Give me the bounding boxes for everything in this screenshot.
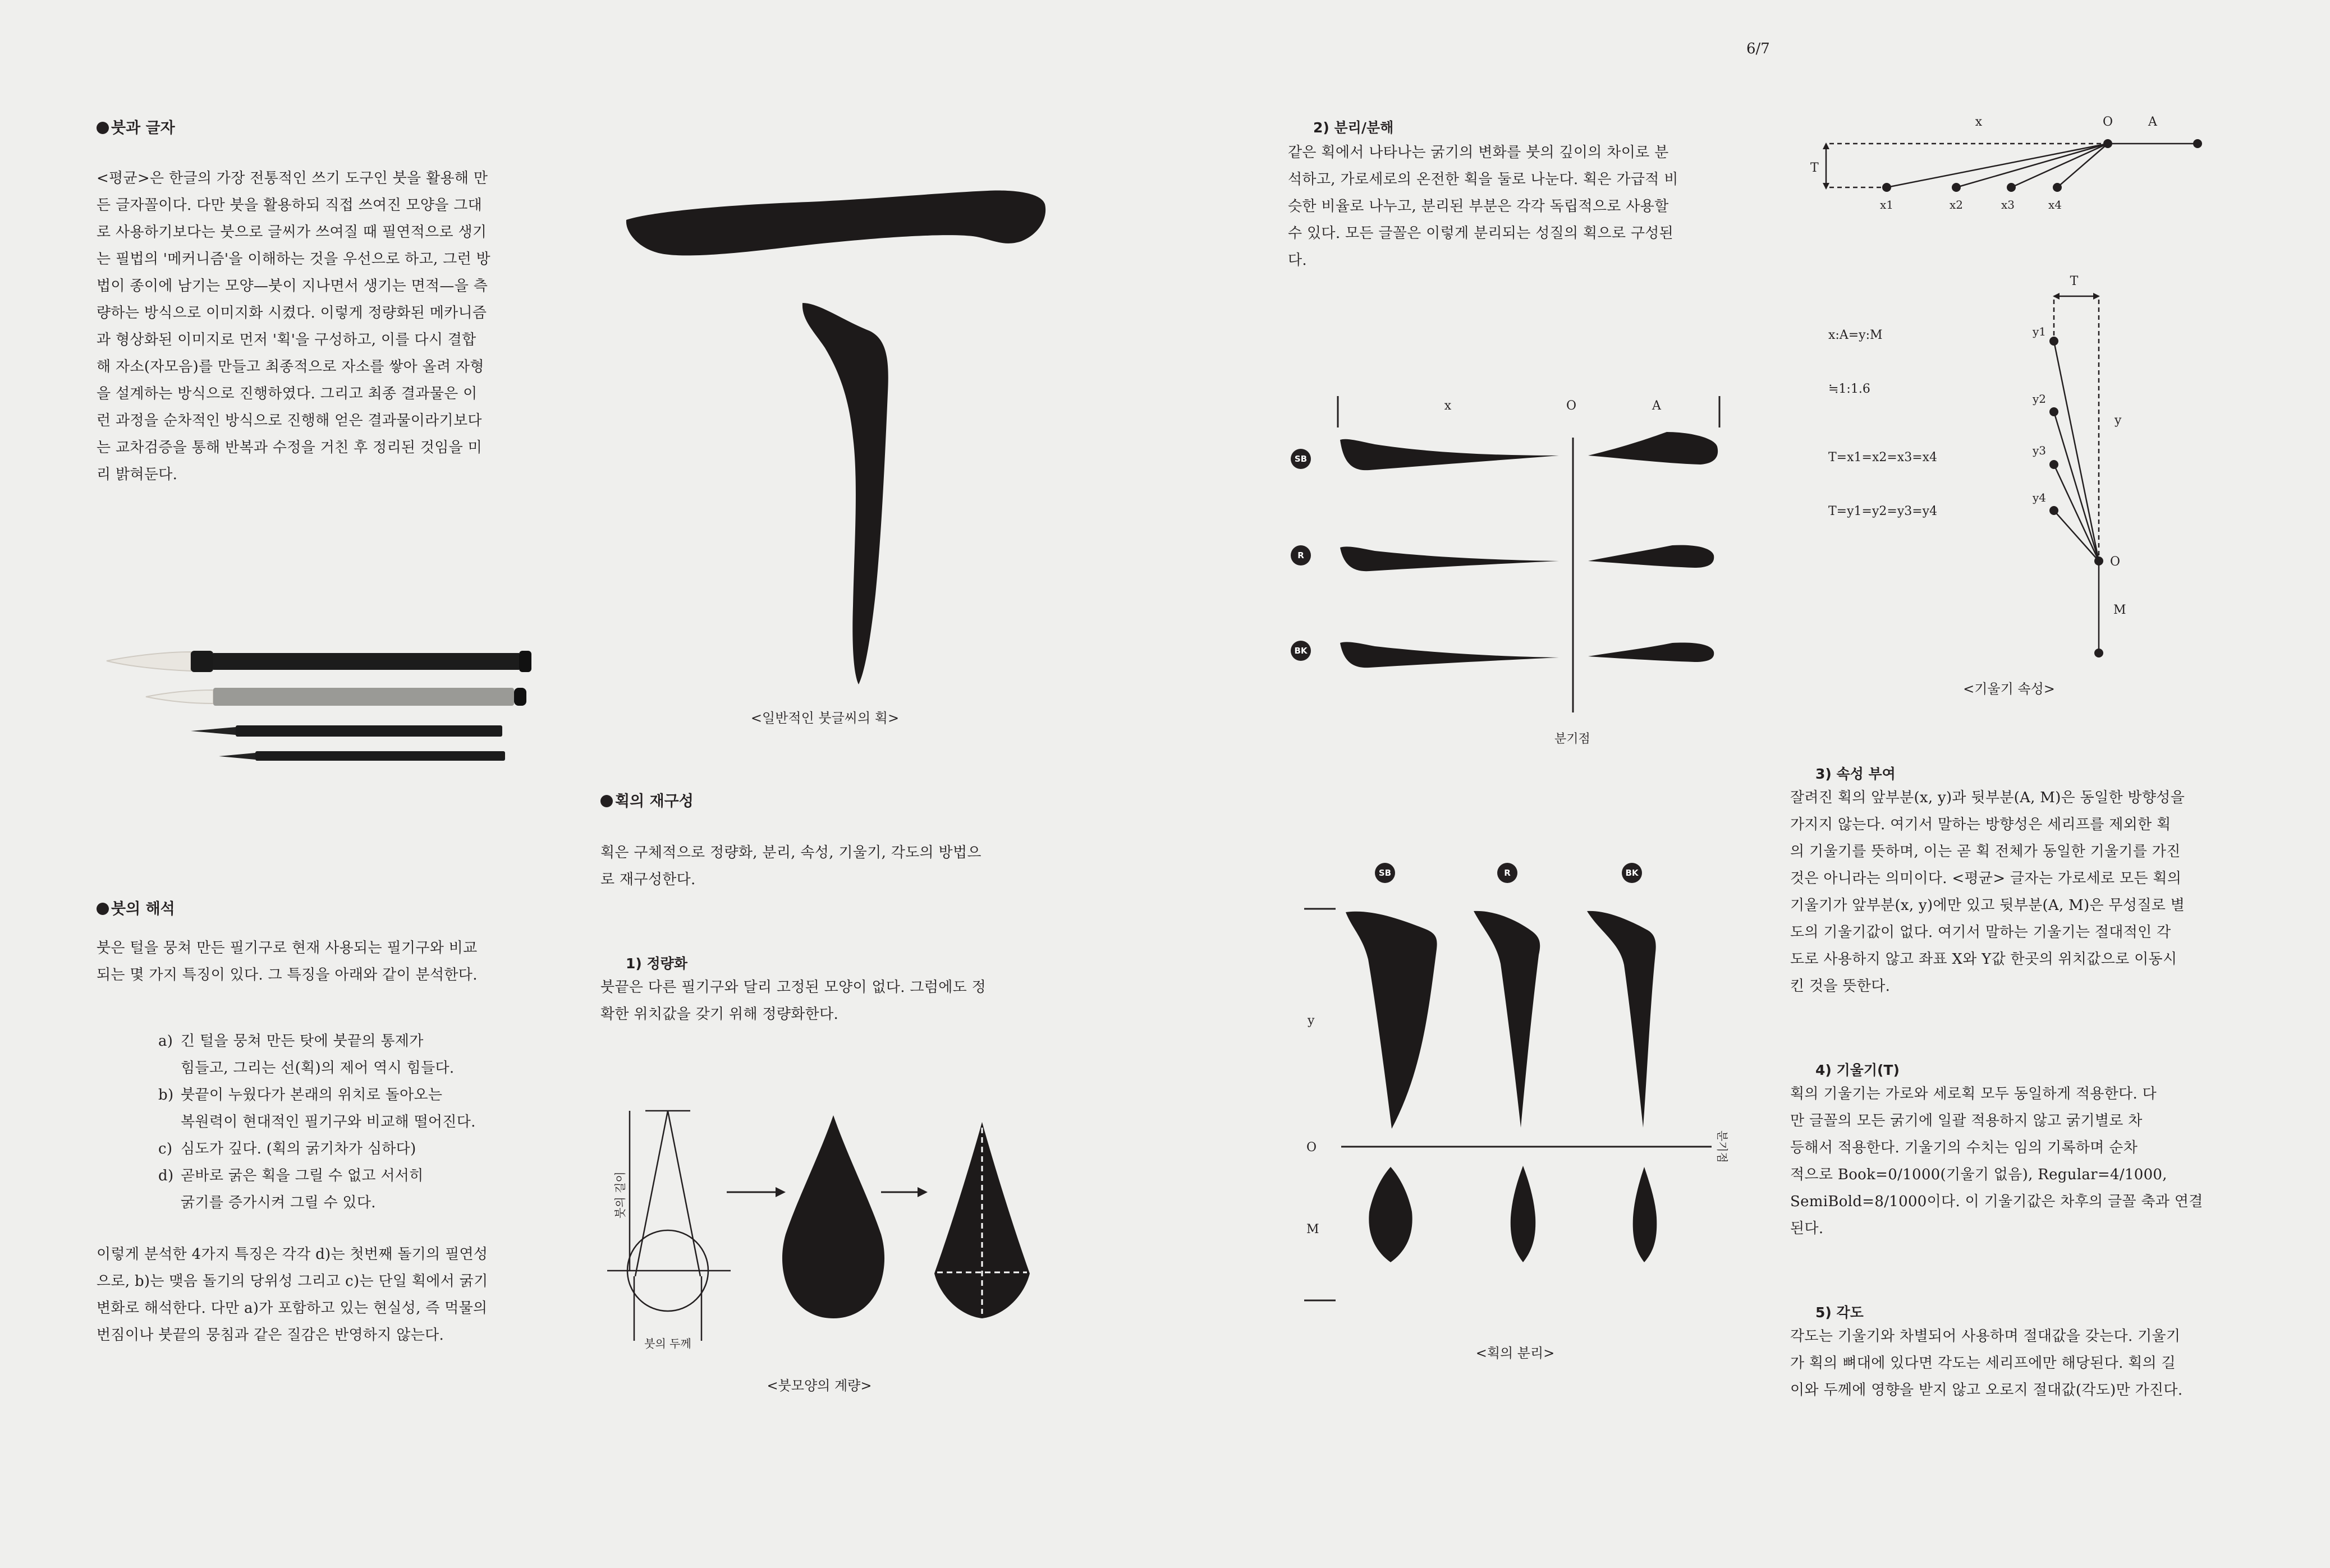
stroke-bk-front [1340, 642, 1559, 668]
y2-label: y2 [2033, 392, 2047, 406]
formula-line: T=y1=y2=y3=y4 [1828, 504, 1938, 518]
badge-r: R [1291, 545, 1311, 565]
stroke-sb-front [1340, 439, 1559, 470]
conclusion-paragraph: 이렇게 분석한 4가지 특징은 각각 d)는 첫번째 돌기의 필연성 으로, b)는 맺음 돌기의 당위성 그리고 c)는 단일 획에서 굵기 변화로 해석한다. 다만 a)가 포함하고 있는 현실성, 즉 먹물의 번짐이나 붓끝의 뭉침과 같은 질감은 반영하지 않는다. [97, 1246, 488, 1344]
brushes-illustration [107, 645, 533, 769]
bullet-icon [600, 795, 613, 807]
y4-label: y4 [2033, 491, 2047, 504]
heading-stroke-reconstruction [600, 789, 694, 811]
a-label: A [1652, 399, 1661, 413]
x3-label: x3 [2001, 198, 2015, 211]
stroke-r-front [1340, 546, 1559, 571]
x1-label: x1 [1880, 198, 1894, 211]
vertical-stroke-shape [802, 303, 888, 684]
formula-line: x:A=y:M [1828, 328, 1883, 342]
heading-brush-interpretation [97, 896, 175, 918]
stroke-r-bottom [1511, 1166, 1536, 1262]
brush-length-label: 붓의 길이 [613, 1171, 627, 1218]
slope-formulas [1828, 291, 1937, 539]
arrow-icon [727, 1187, 786, 1197]
cone-circle-diagram [607, 1111, 731, 1341]
angle-paragraph: 각도는 기울기와 차별되어 사용하며 절대값을 갖는다. 기울기 가 획의 뼈대에 있다면 각도는 세리프에만 해당된다. 획의 길 이와 두께에 영향을 받지 않고 오로지 절대값(각도)만 가진다. [1790, 1328, 2183, 1399]
heading-brush-and-letters [97, 116, 175, 137]
m-label: M [1306, 1222, 1319, 1236]
attributes-paragraph: 잘려진 획의 앞부분(x, y)과 뒷부분(A, M)은 동일한 방향성을 가지지 않는다. 여기서 말하는 방향성은 세리프를 제외한 획 의 기울기를 뜻하며, 이는 곧 획 전체가 동일한 기울기를 가진 것은 아니라는 의미이다. <평균> 글자는 가로세로 모든 획의 기울기가 앞부분(x, y)에만 있고 뒷부분(A, M)은 무성질로 별 도의 기울기값이 없다. 여기서 말하는 기울기는 절대적인 각 도로 사용하지 않고 좌표 X와 Y값 한곳의 위치값으로 이동시 킨 것을 뜻한다. [1790, 789, 2185, 995]
horizontal-stroke-split-diagram [1285, 393, 1734, 752]
vertical-slope-diagram [2020, 268, 2177, 666]
split-point-label: 분기점 [1716, 1130, 1729, 1163]
badge-r: R [1497, 863, 1517, 883]
stroke-bk-bottom [1633, 1167, 1657, 1262]
t-label: T [1810, 161, 1819, 175]
vertical-stroke-split-diagram [1296, 898, 1745, 1324]
stroke-r-top [1474, 911, 1540, 1128]
y1-label: y1 [2033, 325, 2047, 338]
stroke-r-back [1588, 545, 1714, 568]
stroke-sb-bottom [1369, 1167, 1412, 1262]
brush-medium-icon [146, 688, 526, 706]
m-label: M [2113, 603, 2126, 617]
teardrop-shape [782, 1115, 884, 1318]
horizontal-slope-diagram [1807, 107, 2222, 219]
x4-label: x4 [2048, 198, 2062, 211]
slope-paragraph: 획의 기울기는 가로와 세로획 모두 동일하게 적용한다. 다 만 글꼴의 모든 굵기에 일괄 적용하지 않고 굵기별로 차 등해서 적용한다. 기울기의 수치는 임의 기록하며 순차 적으로 Book=0/1000(기울기 없음), Regular=4/1000, SemiBold=8/1000이다. 이 기울기값은 차후의 글꼴 축과 연결 된다. [1790, 1086, 2203, 1237]
badge-sb: SB [1375, 863, 1395, 883]
list-text: 심도가 깊다. (획의 굵기차가 심하다) [181, 1141, 416, 1157]
caption-brush-shape: <붓모양의 계량> [767, 1378, 872, 1394]
brush-thinnest-icon [219, 751, 505, 761]
badge-sb: SB [1291, 449, 1311, 469]
o-label: O [1566, 399, 1577, 413]
x-label: x [1975, 115, 1983, 129]
caption-brush-stroke: <일반적인 붓글씨의 획> [750, 710, 900, 726]
reconstruction-paragraph: 획은 구체적으로 정량화, 분리, 속성, 기울기, 각도의 방법으 로 재구성한다. [600, 844, 981, 888]
arrow-icon [881, 1187, 928, 1197]
bullet-icon [97, 903, 109, 915]
list-text: 긴 털을 뭉쳐 만든 탓에 붓끝의 통제가 힘들고, 그리는 선(획)의 제어 역시 힘들다. [181, 1033, 455, 1077]
subheading-slope: 4) 기울기(T) [1815, 1062, 1900, 1078]
formula-line: T=x1=x2=x3=x4 [1828, 450, 1938, 465]
brush-thin-icon [191, 725, 502, 737]
subheading-separation: 2) 분리/분해 [1313, 119, 1394, 136]
split-point-label: 분기점 [1554, 732, 1590, 746]
o-label: O [2102, 115, 2113, 129]
badge-bk: BK [1622, 863, 1642, 883]
x-label: x [1444, 399, 1452, 413]
quantification-paragraph: 붓끝은 다른 필기구와 달리 고정된 모양이 없다. 그럼에도 정 확한 위치값을 갖기 위해 정량화한다. [600, 979, 987, 1023]
stroke-bk-top [1587, 911, 1656, 1128]
heading-text: 획의 재구성 [615, 793, 694, 810]
o-label: O [1306, 1141, 1317, 1155]
o-label: O [2110, 555, 2121, 569]
stroke-bk-back [1588, 643, 1714, 662]
y-label: y [2115, 413, 2122, 427]
x2-label: x2 [1950, 198, 1964, 211]
subheading-angle: 5) 각도 [1815, 1304, 1864, 1321]
stroke-sb-top [1346, 912, 1437, 1129]
formula-line: ≒1:1.6 [1828, 382, 1870, 396]
analysis-paragraph: 붓은 털을 뭉쳐 만든 필기구로 현재 사용되는 필기구와 비교 되는 몇 가지 특징이 있다. 그 특징을 아래와 같이 분석한다. [97, 940, 478, 983]
stroke-sb-back [1588, 432, 1718, 465]
heading-text: 붓의 해석 [111, 900, 175, 918]
subheading-attributes: 3) 속성 부여 [1815, 766, 1896, 782]
separation-paragraph: 같은 획에서 나타나는 굵기의 변화를 붓의 깊이의 차이로 분 석하고, 가로세로의 온전한 획을 둘로 나눈다. 획은 가급적 비 슷한 비율로 나누고, 분리된 부분은 각각 독립적으로 사용할 수 있다. 모든 글꼴은 이렇게 분리되는 성질의 획으로 구성된 다. [1288, 144, 1678, 269]
heading-text: 붓과 글자 [111, 119, 175, 137]
subheading-quantification: 1) 정량화 [626, 955, 687, 972]
t-label: T [2070, 274, 2079, 288]
caption-slope: <기울기 속성> [1963, 681, 2055, 697]
list-text: 곧바로 굵은 획을 그릴 수 없고 서서히 굵기를 증가시켜 그릴 수 있다. [181, 1167, 424, 1211]
badge-bk: BK [1291, 641, 1311, 661]
y3-label: y3 [2033, 444, 2047, 457]
brush-stroke-illustration [623, 180, 1049, 696]
list-marker: d) [158, 1167, 174, 1184]
bullet-icon [97, 122, 109, 134]
brush-large-icon [107, 651, 531, 672]
list-marker: b) [158, 1087, 174, 1103]
list-marker: c) [158, 1141, 173, 1157]
horizontal-stroke-shape [626, 191, 1045, 256]
page-number: 6/7 [1746, 40, 1770, 57]
list-marker: a) [158, 1033, 173, 1050]
brush-thickness-label: 붓의 두께 [644, 1337, 691, 1350]
y-label: y [1308, 1014, 1315, 1028]
list-text: 붓끝이 누웠다가 본래의 위치로 돌아오는 복원력이 현대적인 필기구와 비교해 떨어진다. [181, 1087, 476, 1130]
a-label: A [2148, 115, 2157, 129]
intro-paragraph: <평균>은 한글의 가장 전통적인 쓰기 도구인 붓을 활용해 만 든 글자꼴이다. 다만 붓을 활용하되 직접 쓰여진 모양을 그대 로 사용하기보다는 붓으로 글씨가 쓰여질 때 필연적으로 생기 는 필법의 '메커니즘'을 이해하는 것을 우선으로 하고, 그런 방 법이 종이에 남기는 모양—붓이 지나면서 생기는 면적—을 측 량하는 방식으로 이미지화 시켰다. 이렇게 정량화된 메카니즘 과 형상화된 이미지로 먼저 '획'을 구성하고, 이를 다시 결합 해 자소(자모음)를 만들고 최종적으로 자소를 쌓아 올려 자형 을 설계하는 방식으로 진행하였다. 그리고 최종 결과물은 이 런 과정을 순차적인 방식으로 진행해 얻은 결과물이라기보다 는 교차검증을 통해 반복과 수정을 거친 후 정리된 것임을 미 리 밝혀둔다. [97, 170, 490, 483]
caption-stroke-split: <획의 분리> [1475, 1345, 1555, 1361]
brush-shape-measurement-diagram [600, 1105, 1038, 1358]
